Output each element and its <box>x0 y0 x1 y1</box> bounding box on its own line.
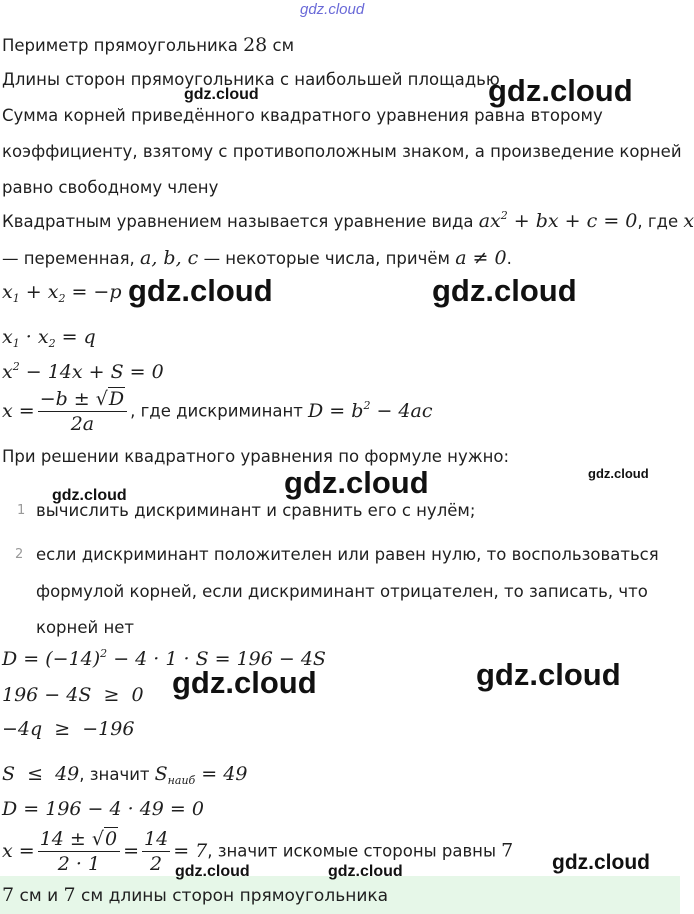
step-2-text-2: формулой корней, если дискриминант отрицателен, то записать, что <box>36 582 648 601</box>
perimeter-unit: см <box>272 36 295 55</box>
discriminant-zero: D = 196 − 4 · 49 = 0 <box>2 798 204 820</box>
definition-where: , где <box>637 212 679 231</box>
s-conclusion-text: , значит <box>79 765 150 784</box>
answer-v1: 7 <box>2 884 15 906</box>
discriminant-formula: $D = b^2 - 4ac$ <box>308 398 433 422</box>
watermark-top: gdz.cloud <box>300 1 365 18</box>
max-area-line: Длины сторон прямоугольника с наибольшей площадью <box>2 70 500 89</box>
definition-coeffs: a, b, c <box>140 247 199 269</box>
answer-v2: 7 <box>63 884 76 906</box>
vieta-sum-formula: $x_1 + x_2 = -p$ <box>2 281 122 305</box>
definition-end: . <box>506 249 512 268</box>
definition-condition: a ≠ 0 <box>455 247 507 269</box>
vieta-line-2: коэффициенту, взятому с противоположным знаком, а произведение корней <box>2 142 682 161</box>
quadratic-formula: $ax^2$ + bx + c = 0 <box>478 209 638 232</box>
inequality-1: 196 − 4S ≥ 0 <box>2 684 144 706</box>
watermark-2: gdz.cloud <box>488 73 633 108</box>
watermark-3: gdz.cloud <box>128 273 273 308</box>
definition-line2-a: — переменная, <box>2 249 135 268</box>
watermark-6: gdz.cloud <box>284 465 429 500</box>
roots-formula: x = $\frac{-b \pm √D}{2a}$ <box>2 400 130 422</box>
watermark-5: gdz.cloud <box>588 466 649 481</box>
definition-var: x <box>683 210 694 232</box>
inequality-2: −4q ≥ −196 <box>2 718 135 740</box>
watermark-8: gdz.cloud <box>172 665 317 700</box>
definition-line-1 <box>2 210 694 232</box>
s-inequality: S ≤ 49 <box>2 763 80 785</box>
definition-prefix: Квадратным уравнением называется уравнение вида <box>2 212 474 231</box>
vieta-line-1: Сумма корней приведённого квадратного уравнения равна второму <box>2 106 603 125</box>
vieta-product-formula: $x_1 \cdot x_2 = q$ <box>2 326 96 350</box>
vieta-line-3: равно свободному члену <box>2 178 219 197</box>
perimeter-value: 28 <box>243 34 268 56</box>
s-max-value: $S_{наиб} = 49$ <box>154 763 248 787</box>
step-1-number: 1 <box>17 503 26 518</box>
answer-text <box>2 884 388 906</box>
s-max-line <box>2 763 247 785</box>
answer-mid: см и <box>19 886 59 906</box>
watermark-9: gdz.cloud <box>476 657 621 692</box>
final-text: , значит искомые стороны равны <box>207 841 496 861</box>
final-root-line <box>2 828 513 875</box>
watermark-4: gdz.cloud <box>432 273 577 308</box>
watermark-11: gdz.cloud <box>328 863 403 880</box>
definition-line-2 <box>2 247 512 269</box>
final-root-formula: x = $\frac{14 \pm √0}{2 \cdot 1}$ = $\frac{14}{2}$ = 7 <box>2 828 208 875</box>
discriminant-label: , где дискриминант <box>130 401 303 421</box>
discriminant-calc: $D = (-14)^2 - 4 \cdot 1 \cdot S = 196 - 4S$ <box>2 647 326 670</box>
watermark-12: gdz.cloud <box>552 851 650 874</box>
final-value: 7 <box>501 839 514 862</box>
watermark-10: gdz.cloud <box>175 863 250 880</box>
answer-rest: см длины сторон прямоугольника <box>81 886 389 906</box>
solve-intro: При решении квадратного уравнения по формуле нужно: <box>2 447 510 466</box>
perimeter-label: Периметр прямоугольника <box>2 36 238 55</box>
watermark-1: gdz.cloud <box>184 86 259 103</box>
watermark-7: gdz.cloud <box>52 487 127 504</box>
answer-bar <box>0 876 680 914</box>
step-1-text: вычислить дискриминант и сравнить его с нулём; <box>36 501 476 520</box>
equation-s: $x^2 - 14x + S = 0$ <box>2 360 164 383</box>
step-2-text-1: если дискриминант положителен или равен нулю, то воспользоваться <box>36 545 659 564</box>
step-2-text-3: корней нет <box>36 618 134 637</box>
definition-line2-b: — некоторые числа, причём <box>203 249 450 268</box>
roots-formula-line <box>2 388 433 435</box>
perimeter-line <box>2 34 294 56</box>
step-2-number: 2 <box>15 547 24 562</box>
